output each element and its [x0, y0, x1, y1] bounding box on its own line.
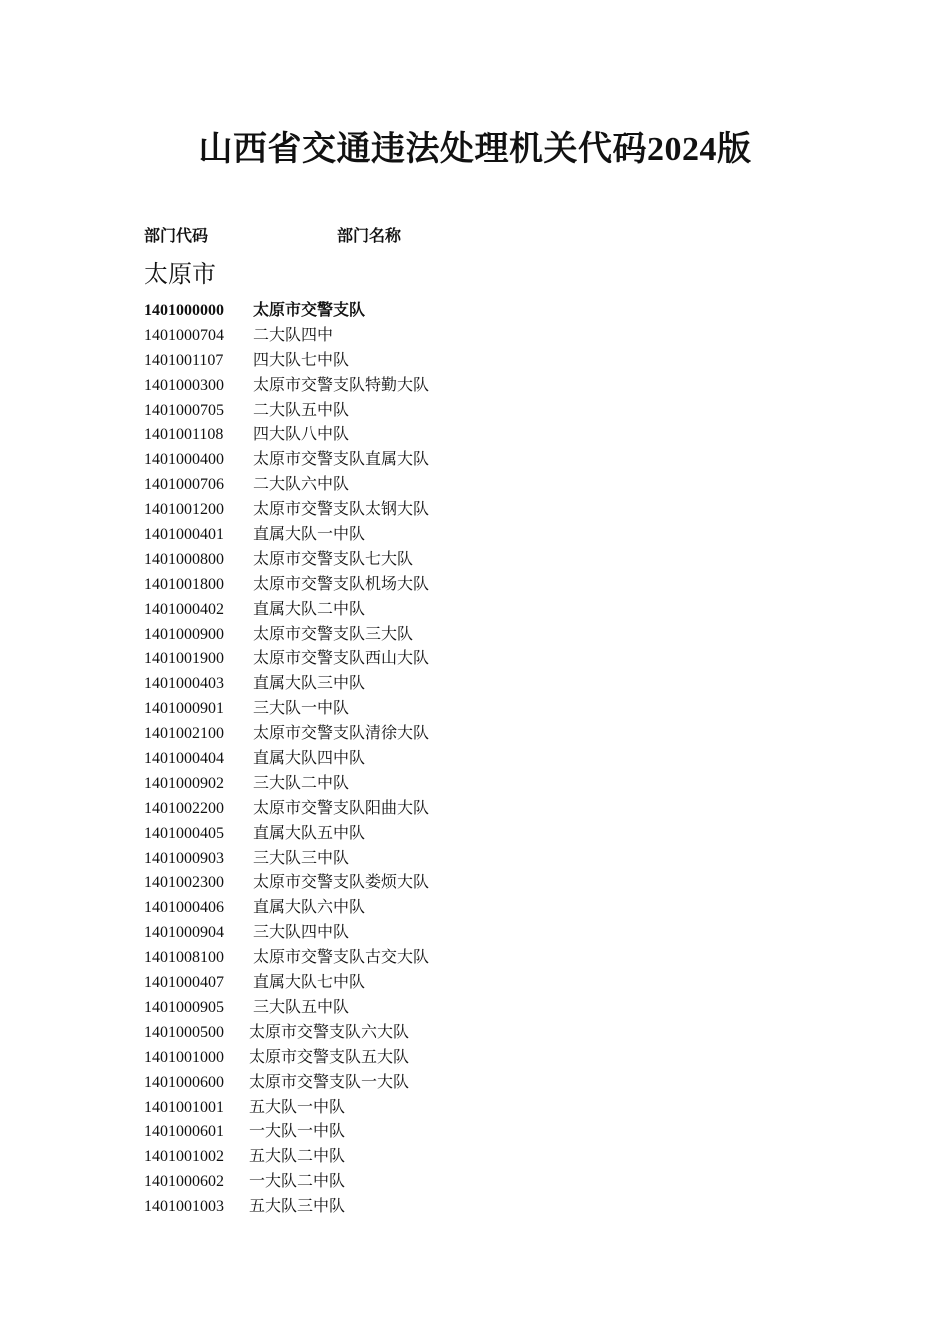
- table-row: [144, 747, 644, 772]
- table-row: [144, 722, 644, 747]
- department-name: 直属大队三中队: [253, 675, 366, 693]
- table-row: [144, 523, 644, 548]
- department-code: 1401000404: [144, 750, 224, 768]
- department-name: 二大队五中队: [253, 401, 350, 419]
- department-code: 1401000405: [144, 824, 224, 842]
- table-row: [144, 847, 644, 872]
- department-name: 直属大队一中队: [253, 526, 366, 544]
- department-code: 1401000705: [144, 401, 224, 419]
- department-code: 1401000704: [144, 326, 224, 344]
- department-code: 1401008100: [144, 949, 224, 967]
- department-code: 1401001108: [144, 426, 224, 444]
- table-row: [144, 1145, 644, 1170]
- department-code: 1401000401: [144, 526, 224, 544]
- table-row: [144, 623, 644, 648]
- department-name: 五大队二中队: [249, 1148, 346, 1166]
- department-code: 1401000800: [144, 550, 224, 568]
- department-name: 二大队六中队: [253, 476, 350, 494]
- department-code: 1401000000: [144, 302, 224, 319]
- department-code: 1401000300: [144, 376, 224, 394]
- table-row: [144, 797, 644, 822]
- department-name: 太原市交警支队西山大队: [253, 650, 430, 668]
- table-row: [144, 1096, 644, 1121]
- table-row: [144, 772, 644, 797]
- table-row: [144, 871, 644, 896]
- department-code: 1401001900: [144, 650, 224, 668]
- department-code: 1401001200: [144, 501, 224, 519]
- department-code: 1401000600: [144, 1073, 224, 1091]
- department-code: 1401000602: [144, 1173, 224, 1191]
- department-name: 太原市交警支队五大队: [249, 1048, 410, 1066]
- department-name: 三大队四中队: [253, 924, 350, 942]
- department-name: 二大队四中: [253, 326, 334, 344]
- department-name: 太原市交警支队: [253, 302, 366, 319]
- department-code: 1401000902: [144, 774, 224, 792]
- department-list: [144, 299, 644, 1220]
- department-name: 太原市交警支队七大队: [253, 550, 414, 568]
- table-row: [144, 822, 644, 847]
- table-row: [144, 647, 644, 672]
- department-code: 1401002300: [144, 874, 224, 892]
- table-row: [144, 1071, 644, 1096]
- department-code: 1401002200: [144, 799, 224, 817]
- department-name: 太原市交警支队清徐大队: [253, 725, 430, 743]
- table-row: [144, 971, 644, 996]
- department-name: 太原市交警支队太钢大队: [253, 501, 430, 519]
- department-name: 太原市交警支队特勤大队: [253, 376, 430, 394]
- table-row: [144, 1046, 644, 1071]
- table-row: [144, 473, 644, 498]
- table-row: [144, 697, 644, 722]
- department-code: 1401000706: [144, 476, 224, 494]
- department-name: 直属大队二中队: [253, 600, 366, 618]
- department-code: 1401001001: [144, 1098, 224, 1116]
- document-title: 山西省交通违法处理机关代码2024版: [198, 131, 752, 168]
- department-name: 三大队一中队: [253, 700, 350, 718]
- table-row: [144, 1021, 644, 1046]
- department-name: 三大队五中队: [253, 998, 350, 1016]
- department-code: 1401000406: [144, 899, 224, 917]
- table-row: [144, 996, 644, 1021]
- table-row: [144, 423, 644, 448]
- department-name: 三大队三中队: [253, 849, 350, 867]
- department-name: 直属大队六中队: [253, 899, 366, 917]
- department-name: 直属大队七中队: [253, 974, 366, 992]
- department-name: 太原市交警支队古交大队: [253, 949, 430, 967]
- department-code: 1401000500: [144, 1023, 224, 1041]
- department-code: 1401000601: [144, 1123, 224, 1141]
- department-code: 1401000904: [144, 924, 224, 942]
- department-code: 1401001002: [144, 1148, 224, 1166]
- department-code: 1401000402: [144, 600, 224, 618]
- table-row: [144, 349, 644, 374]
- department-name: 太原市交警支队一大队: [249, 1073, 410, 1091]
- department-name: 太原市交警支队阳曲大队: [253, 799, 430, 817]
- department-name: 直属大队五中队: [253, 824, 366, 842]
- city-heading: 太原市: [144, 262, 216, 288]
- department-code: 1401000400: [144, 451, 224, 469]
- table-row: [144, 1195, 644, 1220]
- department-code: 1401000403: [144, 675, 224, 693]
- table-row: [144, 324, 644, 349]
- table-row: [144, 573, 644, 598]
- table-row: [144, 498, 644, 523]
- department-name: 太原市交警支队机场大队: [253, 575, 430, 593]
- department-code: 1401000901: [144, 700, 224, 718]
- department-name: 五大队三中队: [249, 1198, 346, 1216]
- table-row: [144, 921, 644, 946]
- department-name: 三大队二中队: [253, 774, 350, 792]
- department-code: 1401000905: [144, 998, 224, 1016]
- table-row: [144, 598, 644, 623]
- table-row: [144, 946, 644, 971]
- table-row: [144, 1120, 644, 1145]
- department-name: 五大队一中队: [249, 1098, 346, 1116]
- table-row: [144, 1170, 644, 1195]
- table-header: [144, 227, 644, 247]
- department-name: 太原市交警支队六大队: [249, 1023, 410, 1041]
- table-row: [144, 448, 644, 473]
- table-row: [144, 374, 644, 399]
- department-code: 1401001107: [144, 351, 224, 369]
- department-name: 一大队一中队: [249, 1123, 346, 1141]
- department-name: 一大队二中队: [249, 1173, 346, 1191]
- department-name: 太原市交警支队娄烦大队: [253, 874, 430, 892]
- department-name: 四大队七中队: [253, 351, 350, 369]
- department-code: 1401001003: [144, 1198, 224, 1216]
- department-code: 1401001000: [144, 1048, 224, 1066]
- department-name: 直属大队四中队: [253, 750, 366, 768]
- table-row: [144, 299, 644, 324]
- department-code: 1401001800: [144, 575, 224, 593]
- department-name: 太原市交警支队三大队: [253, 625, 414, 643]
- department-name: 太原市交警支队直属大队: [253, 451, 430, 469]
- department-name: 四大队八中队: [253, 426, 350, 444]
- header-name-label: 部门名称: [337, 228, 402, 245]
- table-row: [144, 548, 644, 573]
- table-row: [144, 399, 644, 424]
- department-code: 1401000900: [144, 625, 224, 643]
- department-code: 1401002100: [144, 725, 224, 743]
- table-row: [144, 896, 644, 921]
- table-row: [144, 672, 644, 697]
- department-code: 1401000407: [144, 974, 224, 992]
- department-code: 1401000903: [144, 849, 224, 867]
- header-code-label: 部门代码: [144, 228, 209, 245]
